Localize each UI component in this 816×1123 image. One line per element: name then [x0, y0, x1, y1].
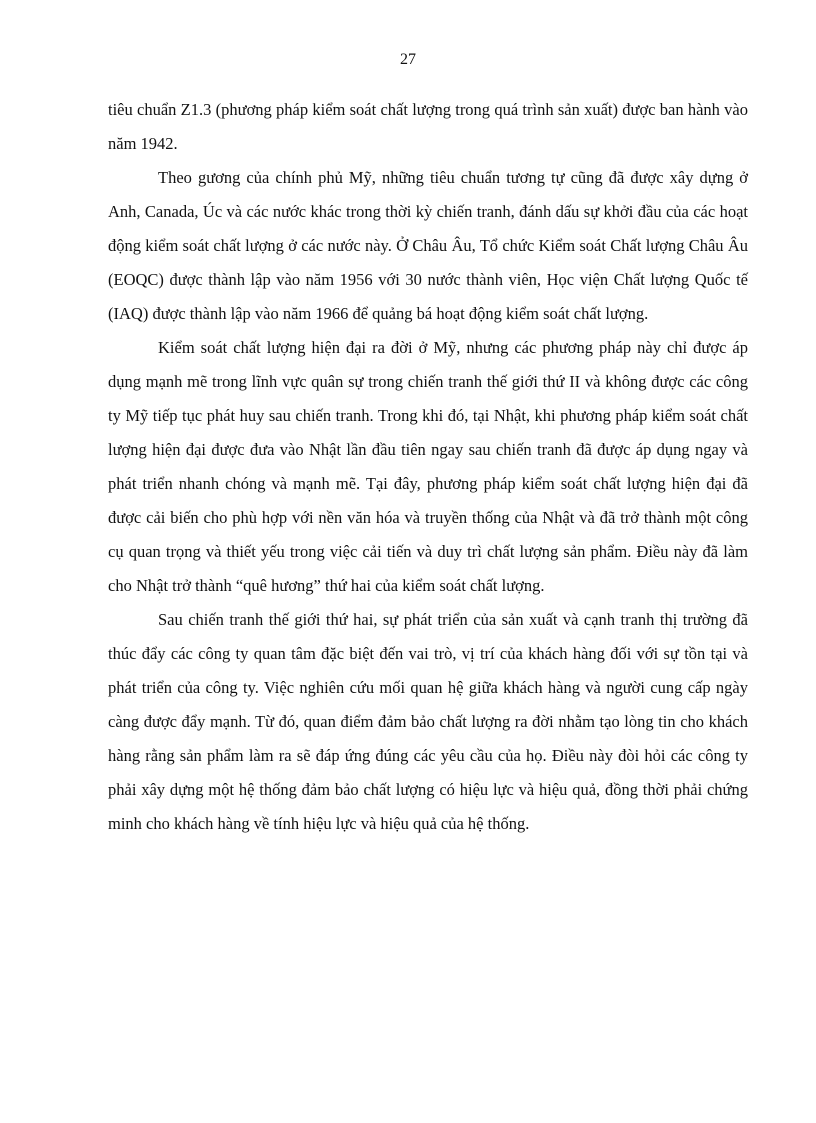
paragraph-continuation: tiêu chuẩn Z1.3 (phương pháp kiểm soát chất lượng trong quá trình sản xuất) được ban hành vào năm 1942. [108, 100, 748, 153]
paragraph-standards-abroad: Theo gương của chính phủ Mỹ, những tiêu chuẩn tương tự cũng đã được xây dựng ở Anh, Canada, Úc và các nước khác trong thời kỳ chiến tranh, đánh dấu sự khởi đầu của các hoạt động kiểm soát chất lượng ở các nước này. Ở Châu Âu, Tổ chức Kiểm soát Chất lượng Châu Âu (EOQC) được thành lập vào năm 1956 với 30 nước thành viên, Học viện Chất lượng Quốc tế (IAQ) được thành lập vào năm 1966 để quảng bá hoạt động kiểm soát chất lượng. [108, 168, 748, 323]
page-body [108, 93, 748, 841]
paragraph-quality-assurance: Sau chiến tranh thế giới thứ hai, sự phát triển của sản xuất và cạnh tranh thị trường đã thúc đẩy các công ty quan tâm đặc biệt đến vai trò, vị trí của khách hàng đối với sự tồn tại và phát triển của công ty. Việc nghiên cứu mối quan hệ giữa khách hàng và người cung cấp ngày càng được đẩy mạnh. Từ đó, quan điểm đảm bảo chất lượng ra đời nhằm tạo lòng tin cho khách hàng rằng sản phẩm làm ra sẽ đáp ứng đúng các yêu cầu của họ. Điều này đòi hỏi các công ty phải xây dựng một hệ thống đảm bảo chất lượng có hiệu lực và hiệu quả, đồng thời phải chứng minh cho khách hàng về tính hiệu lực và hiệu quả của hệ thống. [108, 610, 748, 833]
page-number: 27 [400, 51, 416, 68]
paragraph-modern-quality-control: Kiểm soát chất lượng hiện đại ra đời ở Mỹ, nhưng các phương pháp này chỉ được áp dụng mạnh mẽ trong lĩnh vực quân sự trong chiến tranh thế giới thứ II và không được các công ty Mỹ tiếp tục phát huy sau chiến tranh. Trong khi đó, tại Nhật, khi phương pháp kiểm soát chất lượng hiện đại được đưa vào Nhật lần đầu tiên ngay sau chiến tranh đã được áp dụng ngay và phát triển nhanh chóng và mạnh mẽ. Tại đây, phương pháp kiểm soát chất lượng hiện đại đã được cải biến cho phù hợp với nền văn hóa và truyền thống của Nhật và đã trở thành một công cụ quan trọng và thiết yếu trong việc cải tiến và duy trì chất lượng sản phẩm. Điều này đã làm cho Nhật trở thành “quê hương” thứ hai của kiểm soát chất lượng. [108, 338, 748, 595]
